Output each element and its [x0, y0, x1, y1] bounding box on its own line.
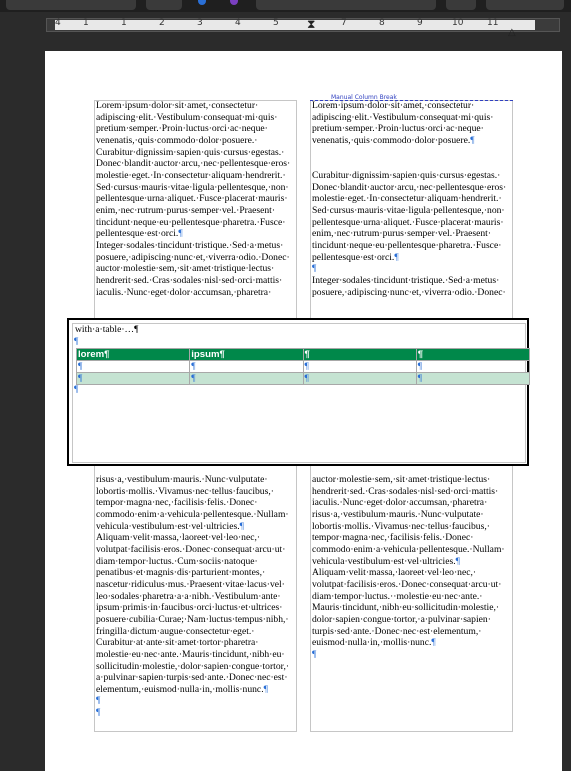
column-left-bottom-text[interactable]: [96, 474, 289, 719]
table-cell[interactable]: ¶: [77, 361, 190, 373]
text-frame[interactable]: [67, 318, 529, 466]
text-line[interactable]: Lorem·ipsum·dolor·sit·amet,·consectetur·: [312, 100, 475, 111]
table-cell[interactable]: ¶: [190, 361, 303, 373]
paragraph-mark: ¶: [470, 134, 475, 146]
table-row: [77, 373, 530, 385]
table-cell[interactable]: ¶: [77, 373, 190, 385]
table-cell[interactable]: ¶: [303, 373, 416, 385]
text-line[interactable]: iaculis.·Nunc·eget·dolor·accumsan,·pharetra·: [96, 286, 272, 298]
text-line[interactable]: risus·a,·vestibulum·mauris.·Nunc·vulputate·: [96, 474, 268, 485]
frame-caption[interactable]: with·a·table·…¶: [75, 324, 139, 335]
text-line[interactable]: dolor·sapien·congue·tortor,·a·pulvinar·sapien·: [312, 613, 491, 625]
ruler-number: 8: [379, 18, 385, 28]
table-header-cell[interactable]: ¶: [303, 349, 416, 361]
text-line[interactable]: commodo·enim·a·vehicula·pellentesque.·Nullam·: [96, 508, 289, 520]
column-left-top-text[interactable]: [96, 100, 290, 298]
paragraph-mark: ¶: [431, 637, 436, 649]
ruler-number: 5: [273, 18, 279, 28]
table-header-row: [77, 349, 530, 361]
text-line[interactable]: Aliquam·velit·massa,·laoreet·vel·leo·nec,·: [96, 532, 261, 544]
text-line[interactable]: venenatis,·quis·commodo·dolor·posuere.·: [96, 134, 258, 146]
text-line[interactable]: tempor·magna·nec,·facilisis·felis.·Donec·: [96, 497, 258, 509]
text-line[interactable]: vehicula·vestibulum·est·vel·ultricies.¶: [312, 555, 460, 567]
frame-content: [72, 323, 526, 463]
text-line[interactable]: adipiscing·elit.·Vestibulum·consequat·mi·quis·: [312, 111, 494, 123]
toolbar-button[interactable]: [256, 0, 436, 10]
text-line[interactable]: molestie·eget.·In·consectetur·aliquam·hendrerit.·: [312, 193, 502, 205]
text-line[interactable]: risus·a,·vestibulum·mauris.·Nunc·vulputate·: [312, 508, 484, 520]
text-line[interactable]: Mauris·tincidunt,·nibh·eu·sollicitudin·molestie,·: [312, 602, 500, 614]
text-line[interactable]: pretium·semper.·Proin·luctus·orci·ac·neque·: [96, 123, 268, 135]
text-line[interactable]: penatibus·et·magnis·dis·parturient·montes,·: [96, 567, 266, 579]
text-line[interactable]: Sed·cursus·mauris·vitae·ligula·pellentesque,·non·: [96, 181, 289, 193]
text-line[interactable]: [312, 649, 505, 661]
text-line[interactable]: pellentesque·est·orci.¶: [312, 251, 399, 263]
text-line[interactable]: auctor·molestie·sem,·sit·amet·tristique·lectus·: [96, 263, 275, 275]
text-line[interactable]: diam·tempor·luctus.·Cum·sociis·natoque·: [96, 555, 258, 567]
text-line[interactable]: Sed·cursus·mauris·vitae·ligula·pellentesque,·non·: [312, 204, 505, 216]
text-line[interactable]: Integer·sodales·tincidunt·tristique.·Sed·a·metus·: [96, 239, 284, 251]
paragraph-mark: ¶: [394, 251, 399, 263]
text-line[interactable]: iaculis.·Nunc·eget·dolor·accumsan,·pharetra·: [312, 497, 488, 509]
text-line[interactable]: vehicula·vestibulum·est·vel·ultricies.¶: [96, 520, 244, 532]
table-header-cell[interactable]: ipsum¶: [190, 349, 303, 361]
text-line[interactable]: Donec·blandit·auctor·arcu,·nec·pellentesque·eros·: [96, 158, 291, 170]
data-table[interactable]: [76, 348, 530, 385]
text-line[interactable]: [312, 147, 506, 159]
column-break-label: Manual Column Break: [331, 94, 397, 101]
paragraph-mark: ¶: [312, 263, 317, 275]
toolbar-button[interactable]: [486, 0, 564, 10]
table-cell[interactable]: ¶: [416, 361, 529, 373]
text-line[interactable]: nascetur·ridiculus·mus.·Praesent·vitae·lacus·vel·: [96, 578, 285, 590]
column-right-bottom-text[interactable]: [312, 474, 505, 661]
text-line[interactable]: posuere·cubilia·Curae;·Nam·luctus·tempus·nibh,·: [96, 613, 289, 625]
color-icon[interactable]: [230, 0, 238, 5]
ruler-number: 4: [55, 18, 61, 28]
toolbar-button[interactable]: [446, 0, 476, 10]
text-line[interactable]: tempor·magna·nec,·facilisis·felis.·Donec·: [312, 532, 474, 544]
text-line[interactable]: venenatis,·quis·commodo·dolor·posuere.¶: [312, 134, 475, 146]
text-line[interactable]: Lorem·ipsum·dolor·sit·amet,·consectetur·: [96, 100, 259, 111]
column-right-top-text[interactable]: [312, 100, 506, 298]
column-separator-handle[interactable]: ⧗: [307, 17, 316, 31]
text-line[interactable]: lobortis·mollis.·Vivamus·nec·tellus·faucibus,·: [96, 485, 274, 497]
ruler-number: 9: [417, 18, 423, 28]
ruler-number: 10: [452, 18, 464, 28]
paragraph-mark: ¶: [96, 695, 101, 707]
table-header-cell[interactable]: ¶: [416, 349, 529, 361]
text-line[interactable]: Integer·sodales·tincidunt·tristique.·Sed·a·metus·: [312, 274, 500, 286]
paragraph-mark: ¶: [178, 228, 183, 240]
text-line[interactable]: pretium·semper.·Proin·luctus·orci·ac·neque·: [312, 123, 484, 135]
text-line[interactable]: a·pulvinar·sapien·turpis·sed·ante.·Donec·nec·est·: [96, 672, 288, 684]
ruler-number: 1: [121, 18, 127, 28]
text-line[interactable]: volutpat·facilisis·eros.·Donec·consequat·arcu·ut·: [312, 578, 502, 590]
paragraph-mark: ¶: [312, 648, 317, 660]
text-line[interactable]: adipiscing·elit.·Vestibulum·consequat·mi·quis·: [96, 111, 278, 123]
paragraph-mark: ¶: [455, 555, 460, 567]
text-line[interactable]: hendrerit·sed.·Cras·sodales·nisl·sed·orci·mattis·: [96, 274, 283, 286]
ruler-number: 7: [341, 18, 347, 28]
text-line[interactable]: pellentesque·urna·aliquet.·Fusce·placerat·mauris·: [312, 216, 504, 228]
text-line[interactable]: molestie·eget.·In·consectetur·aliquam·hendrerit.·: [96, 169, 286, 181]
text-line[interactable]: [312, 158, 506, 170]
toolbar-button[interactable]: [6, 0, 136, 10]
ruler-number: 11: [487, 18, 499, 28]
table-row: [77, 361, 530, 373]
horizontal-ruler[interactable]: [0, 12, 571, 39]
paragraph-mark: ¶: [74, 336, 79, 347]
table-cell[interactable]: ¶: [303, 361, 416, 373]
text-line[interactable]: enim,·nec·rutrum·purus·semper·vel.·Praesent·: [312, 228, 492, 240]
table-cell[interactable]: ¶: [190, 373, 303, 385]
text-line[interactable]: elementum,·euismod·nulla·in,·mollis·nunc.¶: [96, 683, 268, 695]
text-line[interactable]: pellentesque·urna·aliquet.·Fusce·placerat·mauris·: [96, 193, 288, 205]
color-icon[interactable]: [198, 0, 206, 5]
text-line[interactable]: Curabitur·at·ante·sit·amet·tortor·pharetra·: [96, 637, 259, 649]
paragraph-mark: ¶: [239, 520, 244, 532]
text-line[interactable]: posuere,·adipiscing·nunc·et,·viverra·odio.·Donec·: [96, 251, 290, 263]
text-line[interactable]: leo·sodales·pharetra·a·a·nibh.·Vestibulum·ante·: [96, 590, 281, 602]
text-line[interactable]: tincidunt·neque·eu·pellentesque·pharetra.·Fusce·: [312, 239, 502, 251]
text-line[interactable]: auctor·molestie·sem,·sit·amet·tristique·lectus·: [312, 474, 491, 485]
table-header-cell[interactable]: lorem¶: [77, 349, 190, 361]
ruler-number: 1: [83, 18, 89, 28]
ruler-number: 2: [159, 18, 165, 28]
right-indent-icon[interactable]: △: [508, 27, 516, 38]
ruler-number: 3: [197, 18, 203, 28]
paragraph-mark: ¶: [263, 683, 268, 695]
text-line[interactable]: posuere,·adipiscing·nunc·et,·viverra·odio.·Donec·: [312, 286, 506, 298]
ruler-number: 4: [235, 18, 241, 28]
text-line[interactable]: euismod·nulla·in,·mollis·nunc.¶: [312, 637, 436, 649]
text-line[interactable]: volutpat·facilisis·eros.·Donec·consequat·arcu·ut·: [96, 543, 286, 555]
paragraph-mark: ¶: [96, 707, 101, 719]
text-line[interactable]: Aliquam·velit·massa,·laoreet·vel·leo·nec,·: [312, 567, 477, 579]
text-line[interactable]: turpis·sed·ante.·Donec·nec·est·elementum,·: [312, 625, 482, 637]
text-line[interactable]: molestie·eu·nec·ante.·Mauris·tincidunt,·nibh·eu·: [96, 648, 285, 660]
text-line[interactable]: [96, 695, 289, 707]
toolbar-button[interactable]: [146, 0, 182, 10]
text-line[interactable]: Curabitur·dignissim·sapien·quis·cursus·egestas.·: [96, 146, 285, 158]
text-line[interactable]: hendrerit·sed.·Cras·sodales·nisl·sed·orci·mattis·: [312, 485, 499, 497]
table-cell[interactable]: ¶: [416, 373, 529, 385]
text-line[interactable]: lobortis·mollis.·Vivamus·nec·tellus·faucibus,·: [312, 520, 490, 532]
text-line[interactable]: [96, 707, 289, 719]
text-line[interactable]: fringilla·dictum·augue·consectetur·eget.·: [96, 625, 255, 637]
text-line[interactable]: ipsum·primis·in·faucibus·orci·luctus·et·ultrices·: [96, 602, 283, 614]
text-line[interactable]: commodo·enim·a·vehicula·pellentesque.·Nullam·: [312, 543, 505, 555]
text-line[interactable]: [312, 263, 506, 275]
text-line[interactable]: tincidunt·neque·eu·pellentesque·pharetra.·Fusce·: [96, 216, 286, 228]
text-line[interactable]: enim,·nec·rutrum·purus·semper·vel.·Praesent·: [96, 204, 276, 216]
text-line[interactable]: Curabitur·dignissim·sapien·quis·cursus·egestas.·: [312, 169, 501, 181]
text-line[interactable]: Donec·blandit·auctor·arcu,·nec·pellentesque·eros·: [312, 181, 507, 193]
text-line[interactable]: pellentesque·est·orci.¶: [96, 228, 183, 240]
text-line[interactable]: diam·tempor·luctus.··molestie·eu·nec·ante.·: [312, 590, 483, 602]
paragraph-mark: ¶: [74, 384, 79, 395]
text-line[interactable]: sollicitudin·molestie,·dolor·sapien·congue·tortor,·: [96, 660, 290, 672]
toolbar-strip: [0, 0, 571, 12]
